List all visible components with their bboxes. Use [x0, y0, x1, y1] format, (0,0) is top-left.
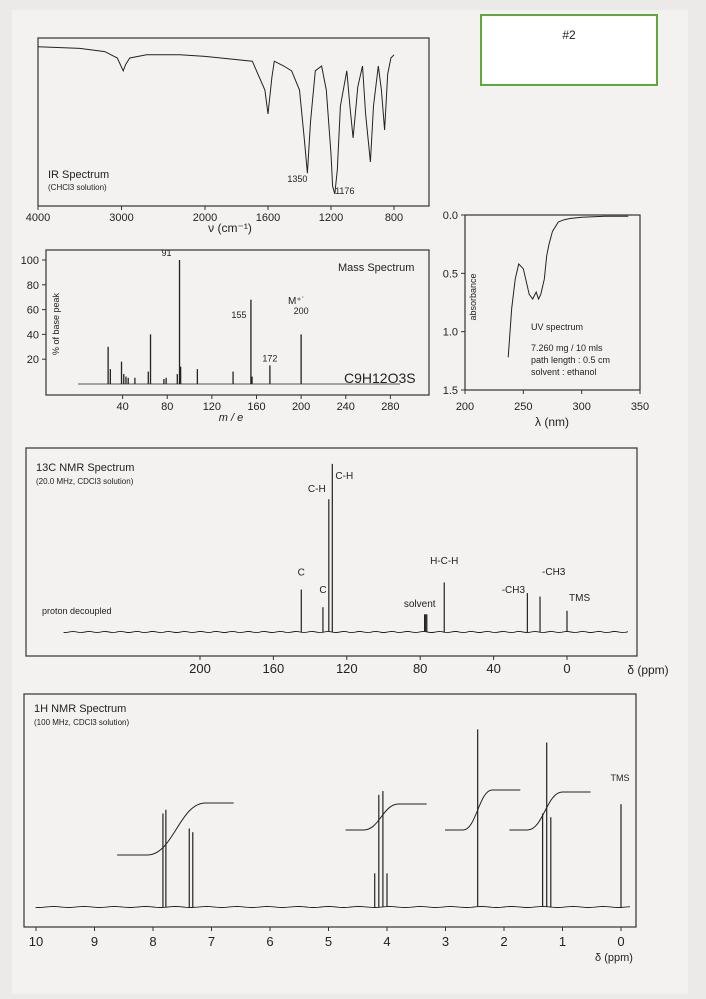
c13-x-tick-label: 120 — [335, 661, 358, 676]
ir-annotation: 1350 — [287, 174, 308, 184]
uv-xlabel: λ (nm) — [535, 415, 569, 429]
uv-detail-3: solvent : ethanol — [531, 367, 597, 377]
ms-x-tick-label: 160 — [247, 401, 266, 413]
ms-mplus: M⁺˙ — [288, 296, 305, 307]
ms-xlabel: m / e — [218, 412, 244, 424]
c13-note: proton decoupled — [42, 606, 112, 616]
uv-trace — [508, 216, 628, 357]
ms-peak-label: 200 — [293, 306, 309, 316]
uv-x-tick-label: 300 — [572, 401, 591, 413]
uv-x-tick-label: 350 — [630, 401, 650, 413]
c13-x-tick-label: 160 — [262, 661, 285, 676]
c13-x-tick-label: 80 — [412, 661, 428, 676]
uv-y-tick-label: 0.5 — [442, 268, 458, 281]
ms-peak-label: 172 — [262, 353, 278, 364]
mass-spectrum-panel — [21, 248, 429, 424]
uv-x-tick-label: 200 — [455, 401, 475, 413]
ms-y-tick-label: 40 — [26, 329, 39, 342]
uv-title: UV spectrum — [531, 322, 584, 332]
h1-x-tick-label: 2 — [500, 934, 508, 949]
ms-x-tick-label: 240 — [336, 401, 355, 413]
ms-formula: C9H12O3S — [344, 370, 416, 386]
ir-subtitle: (CHCl3 solution) — [48, 183, 107, 192]
ms-x-tick-label: 280 — [381, 401, 400, 413]
h1-x-tick-label: 8 — [149, 934, 157, 949]
ms-x-tick-label: 40 — [116, 401, 129, 413]
h1-x-tick-label: 5 — [324, 934, 333, 949]
h1-x-tick-label: 7 — [207, 934, 216, 949]
ms-x-tick-label: 120 — [202, 401, 222, 413]
h1-integrals — [117, 790, 590, 855]
c13-peak-label: solvent — [403, 599, 436, 610]
c13-title: 13C NMR Spectrum — [36, 462, 135, 474]
uv-y-tick-label: 0.0 — [442, 210, 458, 222]
ir-x-tick-label: 1200 — [318, 212, 344, 224]
c13-baseline — [64, 631, 628, 632]
uv-detail-2: path length : 0.5 cm — [531, 355, 611, 365]
h1-xlabel: δ (ppm) — [595, 952, 633, 964]
h1-frame — [24, 694, 636, 927]
c13-peak-label: C-H — [307, 484, 326, 495]
ms-y-tick-label: 80 — [26, 279, 39, 292]
uv-spectrum-panel — [443, 210, 649, 429]
uv-ylabel: absorbance — [468, 273, 478, 321]
ms-ylabel: % of base peak — [51, 292, 61, 356]
ir-spectrum-panel — [26, 38, 429, 235]
h1-x-tick-label: 10 — [28, 934, 44, 949]
c13-peak-label: C — [297, 567, 305, 579]
c13-nmr-panel — [26, 448, 669, 677]
uv-x-tick-label: 250 — [514, 401, 533, 413]
h1-x-tick-label: 6 — [266, 934, 274, 949]
h1-tms-label: TMS — [610, 773, 630, 783]
ir-x-tick-label: 800 — [384, 212, 404, 224]
h1-integral-curve — [117, 803, 233, 855]
c13-peak-label: -CH3 — [542, 567, 566, 578]
h1-x-tick-label: 0 — [617, 934, 625, 949]
uv-y-tick-label: 1.5 — [442, 385, 458, 397]
ir-annotation: 1176 — [335, 186, 355, 196]
ms-axes — [21, 255, 400, 413]
ir-x-tick-label: 2000 — [192, 212, 218, 224]
h1-subtitle: (100 MHz, CDCl3 solution) — [34, 718, 130, 727]
ms-peak-label: 155 — [231, 310, 247, 320]
c13-peak-label: -CH3 — [501, 585, 526, 596]
c13-peak-label: C-H — [335, 471, 354, 482]
page-label: #2 — [562, 28, 576, 42]
c13-peak-label: H-C-H — [430, 556, 459, 567]
h1-integral-curve — [445, 790, 520, 830]
c13-x-tick-label: 40 — [486, 661, 501, 676]
h1-nmr-panel — [24, 694, 636, 964]
h1-baseline — [36, 907, 630, 908]
h1-x-tick-label: 9 — [90, 934, 99, 949]
h1-integral-curve — [509, 792, 590, 830]
h1-peaks — [163, 729, 621, 907]
ir-title: IR Spectrum — [48, 169, 110, 181]
c13-peaks — [298, 464, 591, 632]
ir-x-tick-label: 3000 — [109, 212, 134, 224]
ms-peak-labels — [162, 248, 309, 363]
h1-x-tick-label: 4 — [383, 934, 391, 949]
uv-y-tick-label: 1.0 — [442, 326, 458, 339]
ms-y-tick-label: 100 — [20, 255, 39, 267]
c13-peak-label: C — [319, 585, 327, 597]
c13-x-axis — [189, 656, 570, 676]
h1-x-tick-label: 3 — [441, 934, 450, 949]
ms-y-tick-label: 20 — [26, 354, 39, 367]
h1-x-tick-label: 1 — [558, 934, 567, 949]
ir-x-tick-label: 4000 — [25, 212, 51, 224]
h1-x-axis — [29, 927, 625, 949]
h1-integral-curve — [346, 804, 427, 830]
ms-peak-label: 91 — [161, 248, 172, 258]
ir-annotations — [287, 174, 354, 196]
ms-title: Mass Spectrum — [338, 262, 415, 274]
ms-x-tick-label: 200 — [291, 401, 311, 413]
ir-x-tick-label: 1600 — [255, 212, 281, 224]
c13-x-tick-label: 0 — [563, 661, 571, 676]
c13-xlabel: δ (ppm) — [627, 663, 669, 677]
c13-subtitle: (20.0 MHz, CDCl3 solution) — [36, 477, 134, 486]
ir-xlabel: ν (cm⁻¹) — [208, 221, 252, 235]
uv-detail-1: 7.260 mg / 10 mls — [531, 343, 603, 353]
h1-title: 1H NMR Spectrum — [34, 703, 127, 715]
ms-bars — [108, 260, 301, 384]
c13-x-tick-label: 200 — [189, 661, 211, 676]
ms-x-tick-label: 80 — [161, 401, 174, 413]
c13-peak-label: TMS — [569, 593, 591, 604]
ms-y-tick-label: 60 — [26, 304, 39, 317]
